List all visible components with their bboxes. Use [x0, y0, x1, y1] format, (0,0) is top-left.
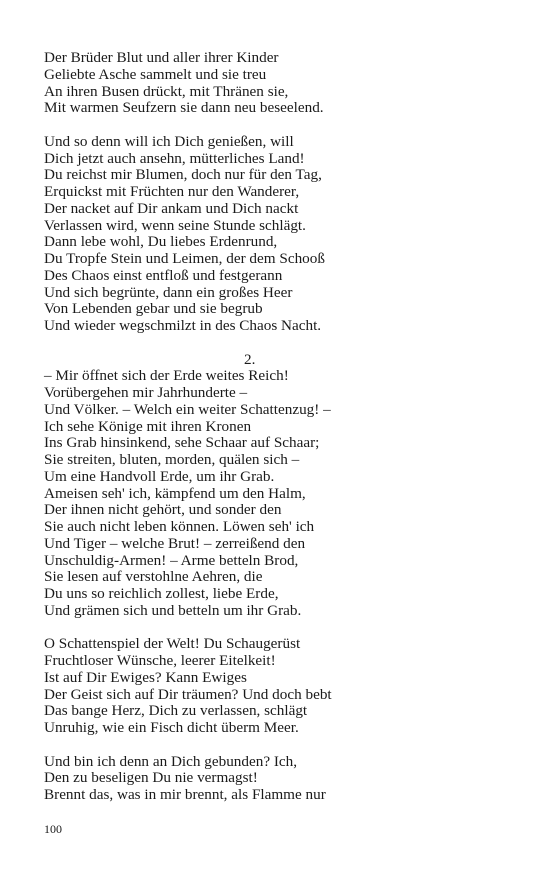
verse-line: Und Tiger – welche Brut! – zerreißend den	[44, 534, 306, 552]
verse-line: Der Brüder Blut und aller ihrer Kinder	[44, 49, 279, 66]
stanza-1	[44, 50, 514, 117]
stanza-5	[44, 754, 514, 804]
section-number: 2.	[244, 350, 256, 368]
verse-line: Ist auf Dir Ewiges? Kann Ewiges	[44, 668, 247, 686]
verse-line: Sie streiten, bluten, morden, quälen sich –	[44, 451, 300, 468]
page-number: 100	[44, 822, 62, 836]
stanza-gap	[44, 117, 514, 134]
verse-line: Das bange Herz, Dich zu verlassen, schlägt	[44, 702, 308, 720]
verse-line: An ihren Busen drückt, mit Thränen sie,	[44, 82, 289, 100]
verse-line: Du uns so reichlich zollest, liebe Erde,	[44, 585, 279, 602]
poem-text	[44, 50, 514, 804]
verse-line: – Mir öffnet sich der Erde weites Reich!	[44, 367, 289, 385]
verse-line: Und wieder wegschmilzt in des Chaos Nacht.	[44, 317, 322, 334]
verse-line: Und bin ich denn an Dich gebunden? Ich,	[44, 752, 298, 770]
verse-line: Ins Grab hinsinkend, sehe Schaar auf Schaar;	[44, 434, 320, 452]
verse-line: Des Chaos einst entfloß und festgerann	[44, 266, 283, 284]
verse-line: Ameisen seh' ich, kämpfend um den Halm,	[44, 484, 306, 502]
verse-line: Um eine Handvoll Erde, um ihr Grab.	[44, 467, 275, 485]
verse-line: Dann lebe wohl, Du liebes Erdenrund,	[44, 233, 278, 251]
stanza-4	[44, 636, 514, 737]
verse-line: Und so denn will ich Dich genießen, will	[44, 132, 294, 150]
verse-line: Brennt das, was in mir brennt, als Flamme nur	[44, 786, 326, 803]
verse-line: Dich jetzt auch ansehn, mütterliches Land!	[44, 149, 305, 167]
verse-line: Geliebte Asche sammelt und sie treu	[44, 65, 267, 83]
verse-line: Du reichst mir Blumen, doch nur für den Tag,	[44, 166, 322, 184]
stanza-gap	[44, 620, 514, 637]
verse-line: Sie auch nicht leben können. Löwen seh' ich	[44, 518, 315, 535]
stanza-gap	[44, 335, 514, 352]
verse-line: Der ihnen nicht gehört, und sonder den	[44, 501, 282, 519]
verse-line: Von Lebenden gebar und sie begrub	[44, 300, 263, 318]
verse-line: Vorübergehen mir Jahrhunderte –	[44, 384, 248, 401]
verse-line: Und Völker. – Welch ein weiter Schattenzug! –	[44, 400, 331, 418]
verse-line: Den zu beseligen Du nie vermagst!	[44, 769, 258, 787]
verse-line: Fruchtloser Wünsche, leerer Eitelkeit!	[44, 652, 276, 669]
verse-line: Mit warmen Seufzern sie dann neu beseelend.	[44, 99, 324, 117]
verse-line: O Schattenspiel der Welt! Du Schaugerüst	[44, 635, 301, 653]
verse-line: Und grämen sich und betteln um ihr Grab.	[44, 601, 302, 619]
verse-line: Unruhig, wie ein Fisch dicht überm Meer.	[44, 719, 299, 736]
stanza-3	[44, 368, 514, 619]
stanza-2	[44, 134, 514, 335]
stanza-gap	[44, 737, 514, 754]
verse-line: Du Tropfe Stein und Leimen, der dem Schooß	[44, 250, 325, 267]
verse-line: Unschuldig-Armen! – Arme betteln Brod,	[44, 551, 299, 569]
verse-line: Der nacket auf Dir ankam und Dich nackt	[44, 199, 299, 217]
verse-line: Erquickst mit Früchten nur den Wanderer,	[44, 183, 300, 200]
verse-line: Und sich begrünte, dann ein großes Heer	[44, 283, 293, 301]
verse-line: Verlassen wird, wenn seine Stunde schlägt.	[44, 216, 306, 234]
verse-line: Sie lesen auf verstohlne Aehren, die	[44, 568, 263, 586]
verse-line: Der Geist sich auf Dir träumen? Und doch bebt	[44, 685, 332, 703]
verse-line: Ich sehe Könige mit ihren Kronen	[44, 417, 252, 435]
